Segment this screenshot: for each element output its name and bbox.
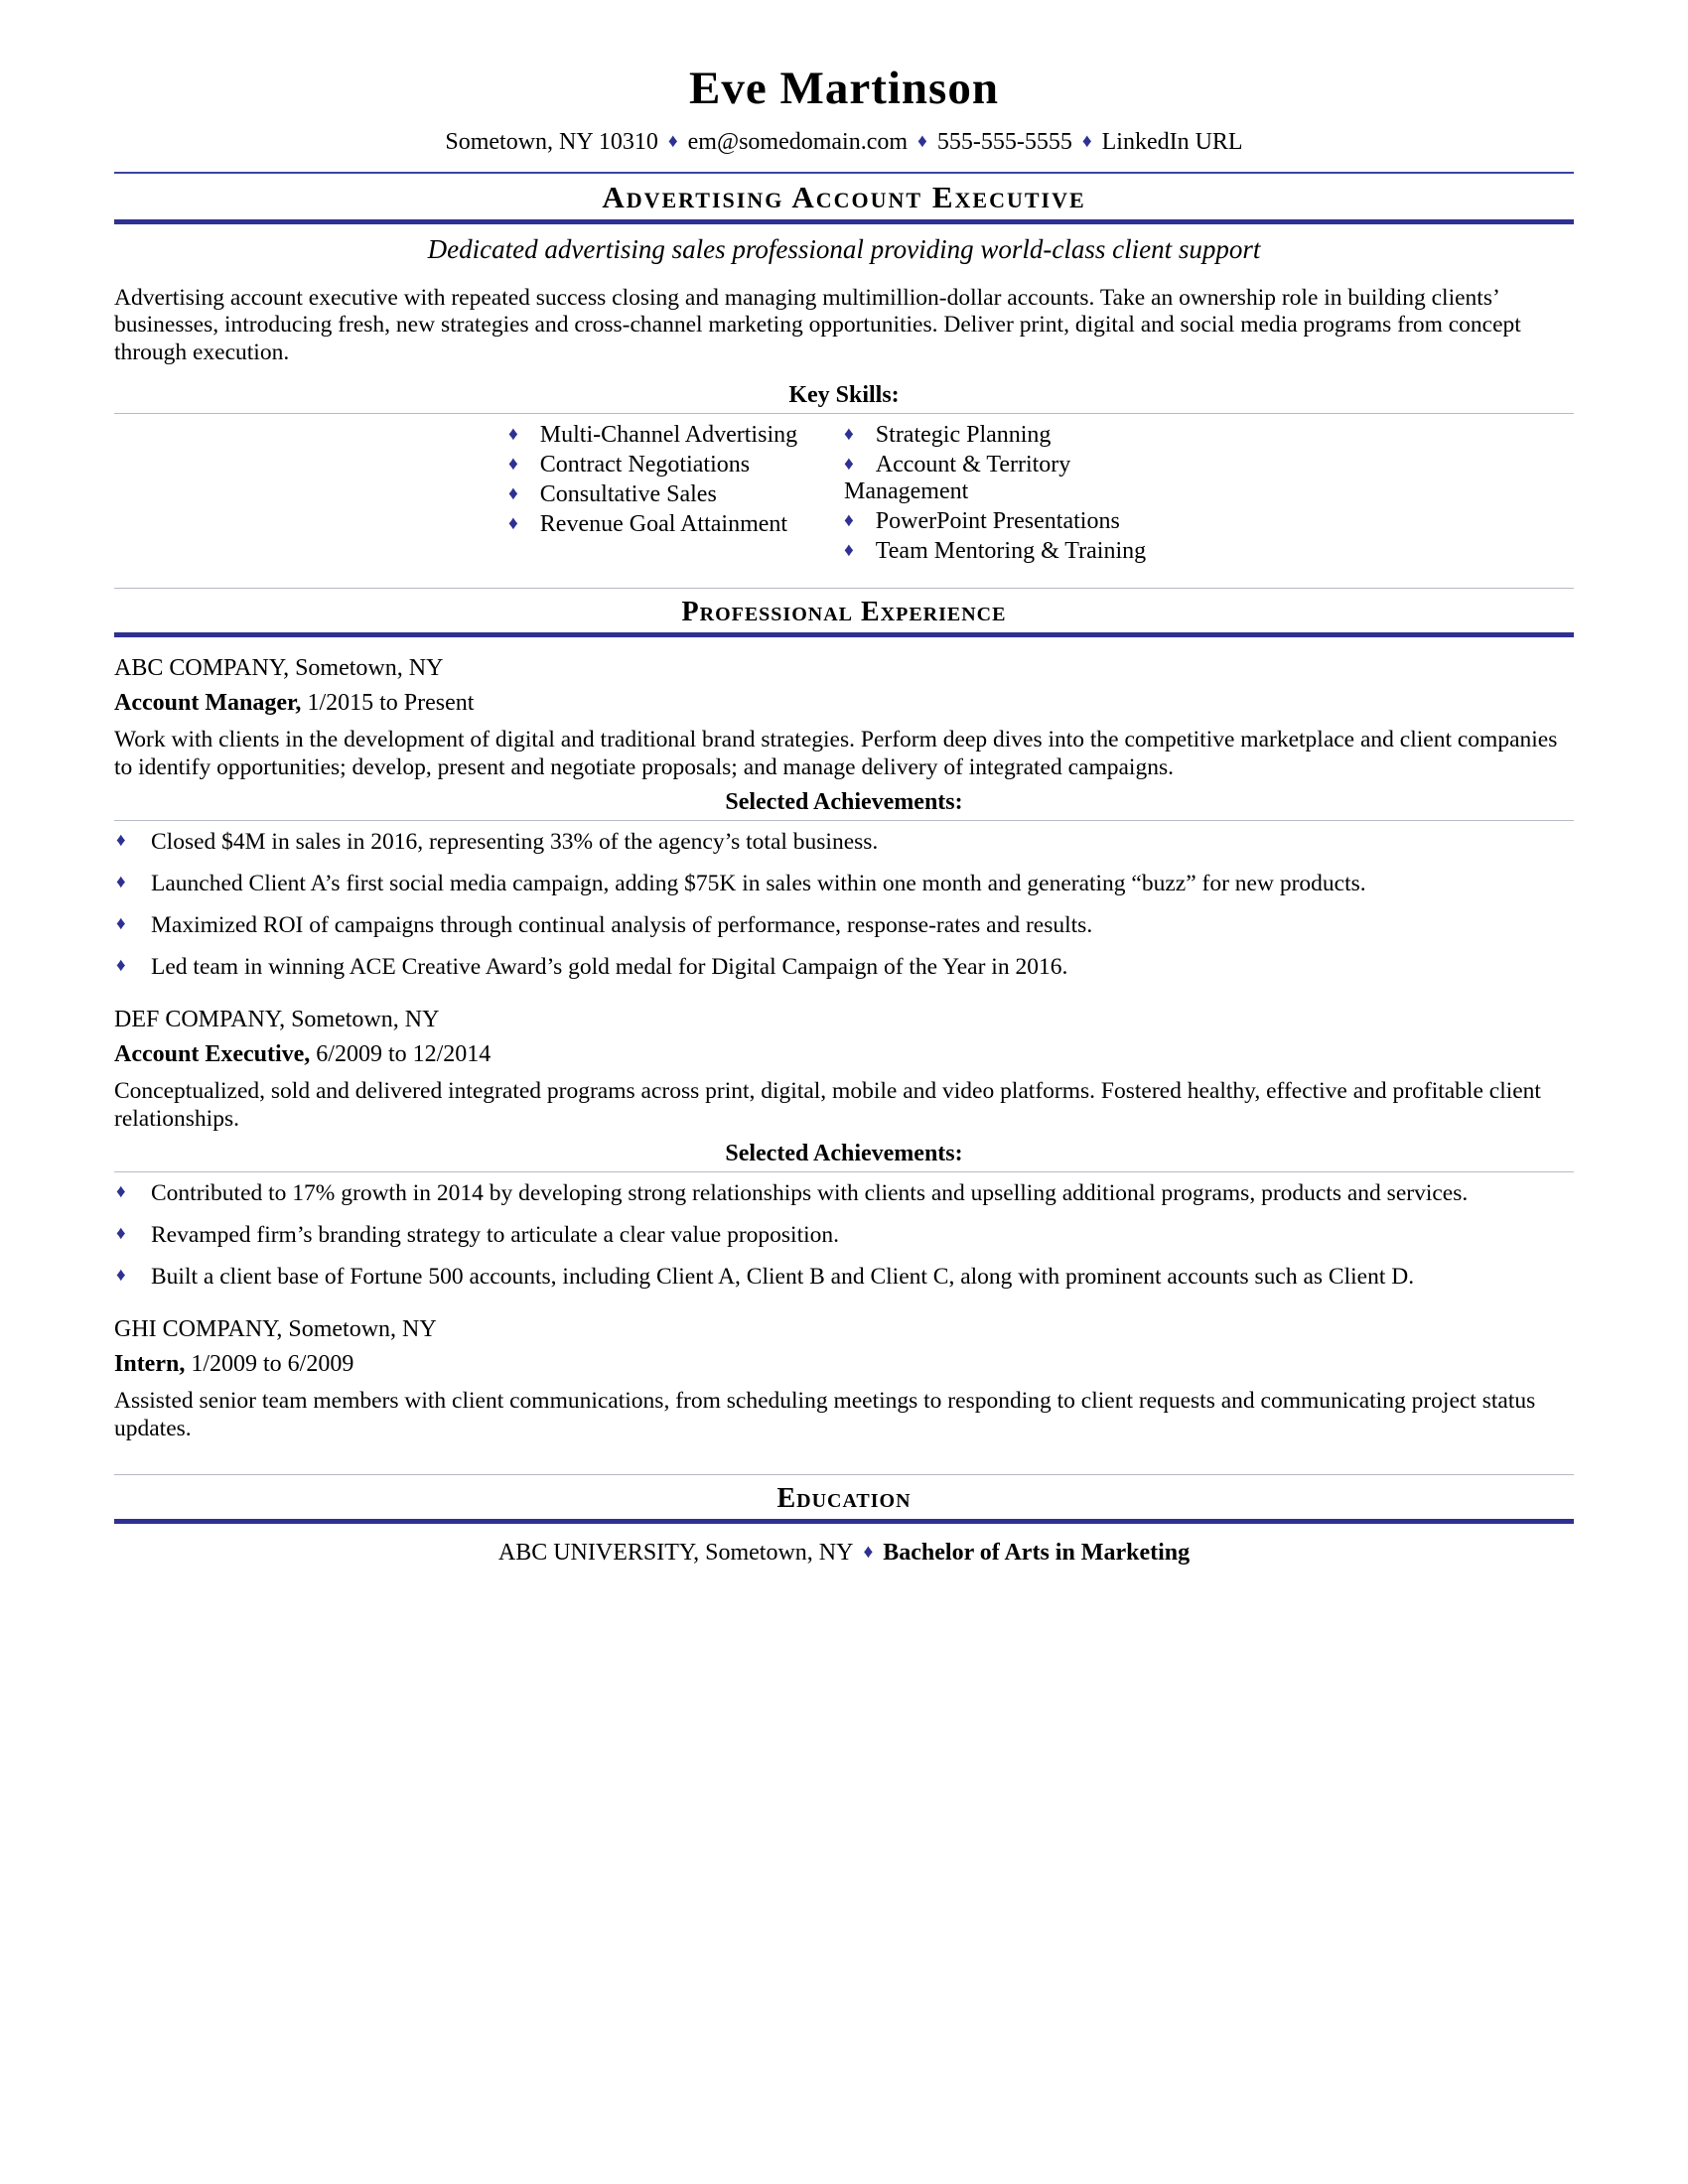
achievement-item (114, 954, 1574, 982)
diamond-bullet-icon: ♦ (844, 454, 854, 476)
company-line: DEF COMPANY, Sometown, NY (114, 1007, 440, 1033)
section-top-divider (114, 1474, 1574, 1475)
role-line (114, 1041, 1574, 1068)
achievement-item (114, 871, 1574, 898)
skill-item (844, 538, 1180, 565)
skill-label: Contract Negotiations (539, 452, 751, 478)
achievement-item (114, 829, 1574, 857)
skill-item (844, 422, 1180, 449)
role-title: Intern, (114, 1351, 186, 1378)
diamond-bullet-icon: ♦ (508, 513, 518, 535)
diamond-bullet-icon: ♦ (844, 424, 854, 446)
person-name: Eve Martinson (689, 63, 999, 114)
diamond-bullet-icon: ♦ (116, 1181, 126, 1203)
skill-item (844, 508, 1180, 535)
key-skills-column-1 (508, 422, 844, 568)
role-line (114, 1351, 1574, 1378)
experience-section-divider (114, 632, 1574, 637)
document-title: Advertising Account Executive (602, 180, 1086, 214)
diamond-separator-icon: ♦ (1081, 131, 1092, 152)
diamond-separator-icon: ♦ (667, 131, 678, 152)
education-section-divider (114, 1519, 1574, 1524)
diamond-bullet-icon: ♦ (116, 1264, 126, 1286)
skill-label: Multi-Channel Advertising (539, 422, 798, 449)
achievement-item (114, 1222, 1574, 1250)
diamond-bullet-icon: ♦ (508, 454, 518, 476)
tagline: Dedicated advertising sales professional providing world-class client support (427, 234, 1261, 264)
skill-label: Revenue Goal Attainment (539, 511, 788, 538)
role-line (114, 690, 1574, 717)
education-line (114, 1540, 1574, 1567)
skill-label: PowerPoint Presentations (875, 508, 1120, 535)
skill-item (508, 511, 844, 538)
diamond-separator-icon: ♦ (863, 1542, 874, 1564)
skill-label: Strategic Planning (875, 422, 1052, 449)
experience-section-heading: Professional Experience (681, 597, 1007, 628)
achievement-text: Contributed to 17% growth in 2014 by developing strong relationships with clients and upselling additional programs, products and services. (151, 1180, 1469, 1207)
diamond-bullet-icon: ♦ (116, 1222, 126, 1244)
skill-item (508, 422, 844, 449)
achievement-text: Revamped firm’s branding strategy to articulate a clear value proposition. (151, 1221, 840, 1248)
summary-paragraph: Advertising account executive with repeated success closing and managing multimillion-dollar accounts. Take an ownership role in building clients’ businesses, introducing fresh, new strategies and cross-channel marketing opportunities. Deliver print, digital and social media programs from concept through execution. (114, 285, 1521, 365)
achievement-text: Maximized ROI of campaigns through continual analysis of performance, response-rates and results. (151, 911, 1093, 938)
achievements-heading: Selected Achievements: (725, 1141, 963, 1167)
key-skills-column-2 (844, 422, 1180, 568)
achievements-divider (114, 1171, 1574, 1172)
diamond-bullet-icon: ♦ (844, 540, 854, 562)
header-divider (114, 172, 1574, 174)
achievements-divider (114, 820, 1574, 821)
role-title: Account Executive, (114, 1041, 311, 1068)
achievement-text: Launched Client A’s first social media campaign, adding $75K in sales within one month and generating “buzz” for new products. (151, 871, 1366, 897)
diamond-bullet-icon: ♦ (116, 954, 126, 976)
diamond-bullet-icon: ♦ (116, 872, 126, 893)
diamond-bullet-icon: ♦ (844, 510, 854, 532)
education-section-heading: Education (776, 1483, 912, 1515)
job-description: Work with clients in the development of digital and traditional brand strategies. Perform deep dives into the competitive marketplace and client companies to identify opportunities; develop, present and negotiate proposals; and manage delivery of integrated campaigns. (114, 727, 1558, 780)
diamond-separator-icon: ♦ (917, 131, 927, 152)
skill-label: Team Mentoring & Training (875, 538, 1147, 565)
company-line: GHI COMPANY, Sometown, NY (114, 1316, 437, 1343)
contact-line (114, 129, 1574, 156)
diamond-bullet-icon: ♦ (116, 912, 126, 934)
key-skills-divider (114, 413, 1574, 414)
section-top-divider (114, 588, 1574, 589)
job-entry (114, 655, 1574, 981)
diamond-bullet-icon: ♦ (508, 424, 518, 446)
key-skills-heading: Key Skills: (788, 382, 900, 409)
achievement-item (114, 1180, 1574, 1208)
key-skills-columns (114, 422, 1574, 568)
contact-linkedin: LinkedIn URL (1101, 129, 1243, 155)
section-spacer (114, 1450, 1574, 1472)
achievement-item (114, 912, 1574, 940)
achievement-text: Built a client base of Fortune 500 accounts, including Client A, Client B and Client C, along with prominent accounts such as Client D. (151, 1263, 1415, 1290)
skill-label: Consultative Sales (539, 481, 717, 508)
role-dates: 6/2009 to 12/2014 (310, 1041, 492, 1068)
achievement-text: Closed $4M in sales in 2016, representing 33% of the agency’s total business. (151, 829, 879, 856)
achievements-heading: Selected Achievements: (725, 789, 963, 816)
skill-item (508, 481, 844, 508)
role-dates: 1/2009 to 6/2009 (185, 1351, 354, 1378)
achievements-list (114, 1180, 1574, 1291)
education-school: ABC UNIVERSITY, Sometown, NY (497, 1540, 854, 1567)
skill-item (844, 452, 1180, 505)
skill-item (508, 452, 844, 478)
contact-email: em@somedomain.com (687, 129, 909, 155)
job-description: Assisted senior team members with client communications, from scheduling meetings to responding to client requests and communicating project status updates. (114, 1388, 1536, 1441)
achievements-list (114, 829, 1574, 981)
contact-phone: 555-555-5555 (936, 129, 1072, 155)
education-degree: Bachelor of Arts in Marketing (883, 1540, 1191, 1567)
contact-location: Sometown, NY 10310 (445, 129, 658, 155)
achievement-text: Led team in winning ACE Creative Award’s gold medal for Digital Campaign of the Year in 2016. (151, 953, 1068, 980)
title-divider (114, 219, 1574, 224)
job-entry (114, 1316, 1574, 1442)
diamond-bullet-icon: ♦ (508, 483, 518, 505)
company-line: ABC COMPANY, Sometown, NY (114, 655, 444, 682)
skill-label: Account & Territory Management (844, 452, 1071, 505)
diamond-bullet-icon: ♦ (116, 830, 126, 852)
role-title: Account Manager, (114, 690, 302, 717)
role-dates: 1/2015 to Present (301, 690, 475, 717)
job-description: Conceptualized, sold and delivered integrated programs across print, digital, mobile and video platforms. Fostered healthy, effective and profitable client relationships. (114, 1078, 1541, 1132)
achievement-item (114, 1264, 1574, 1292)
job-entry (114, 1007, 1574, 1291)
